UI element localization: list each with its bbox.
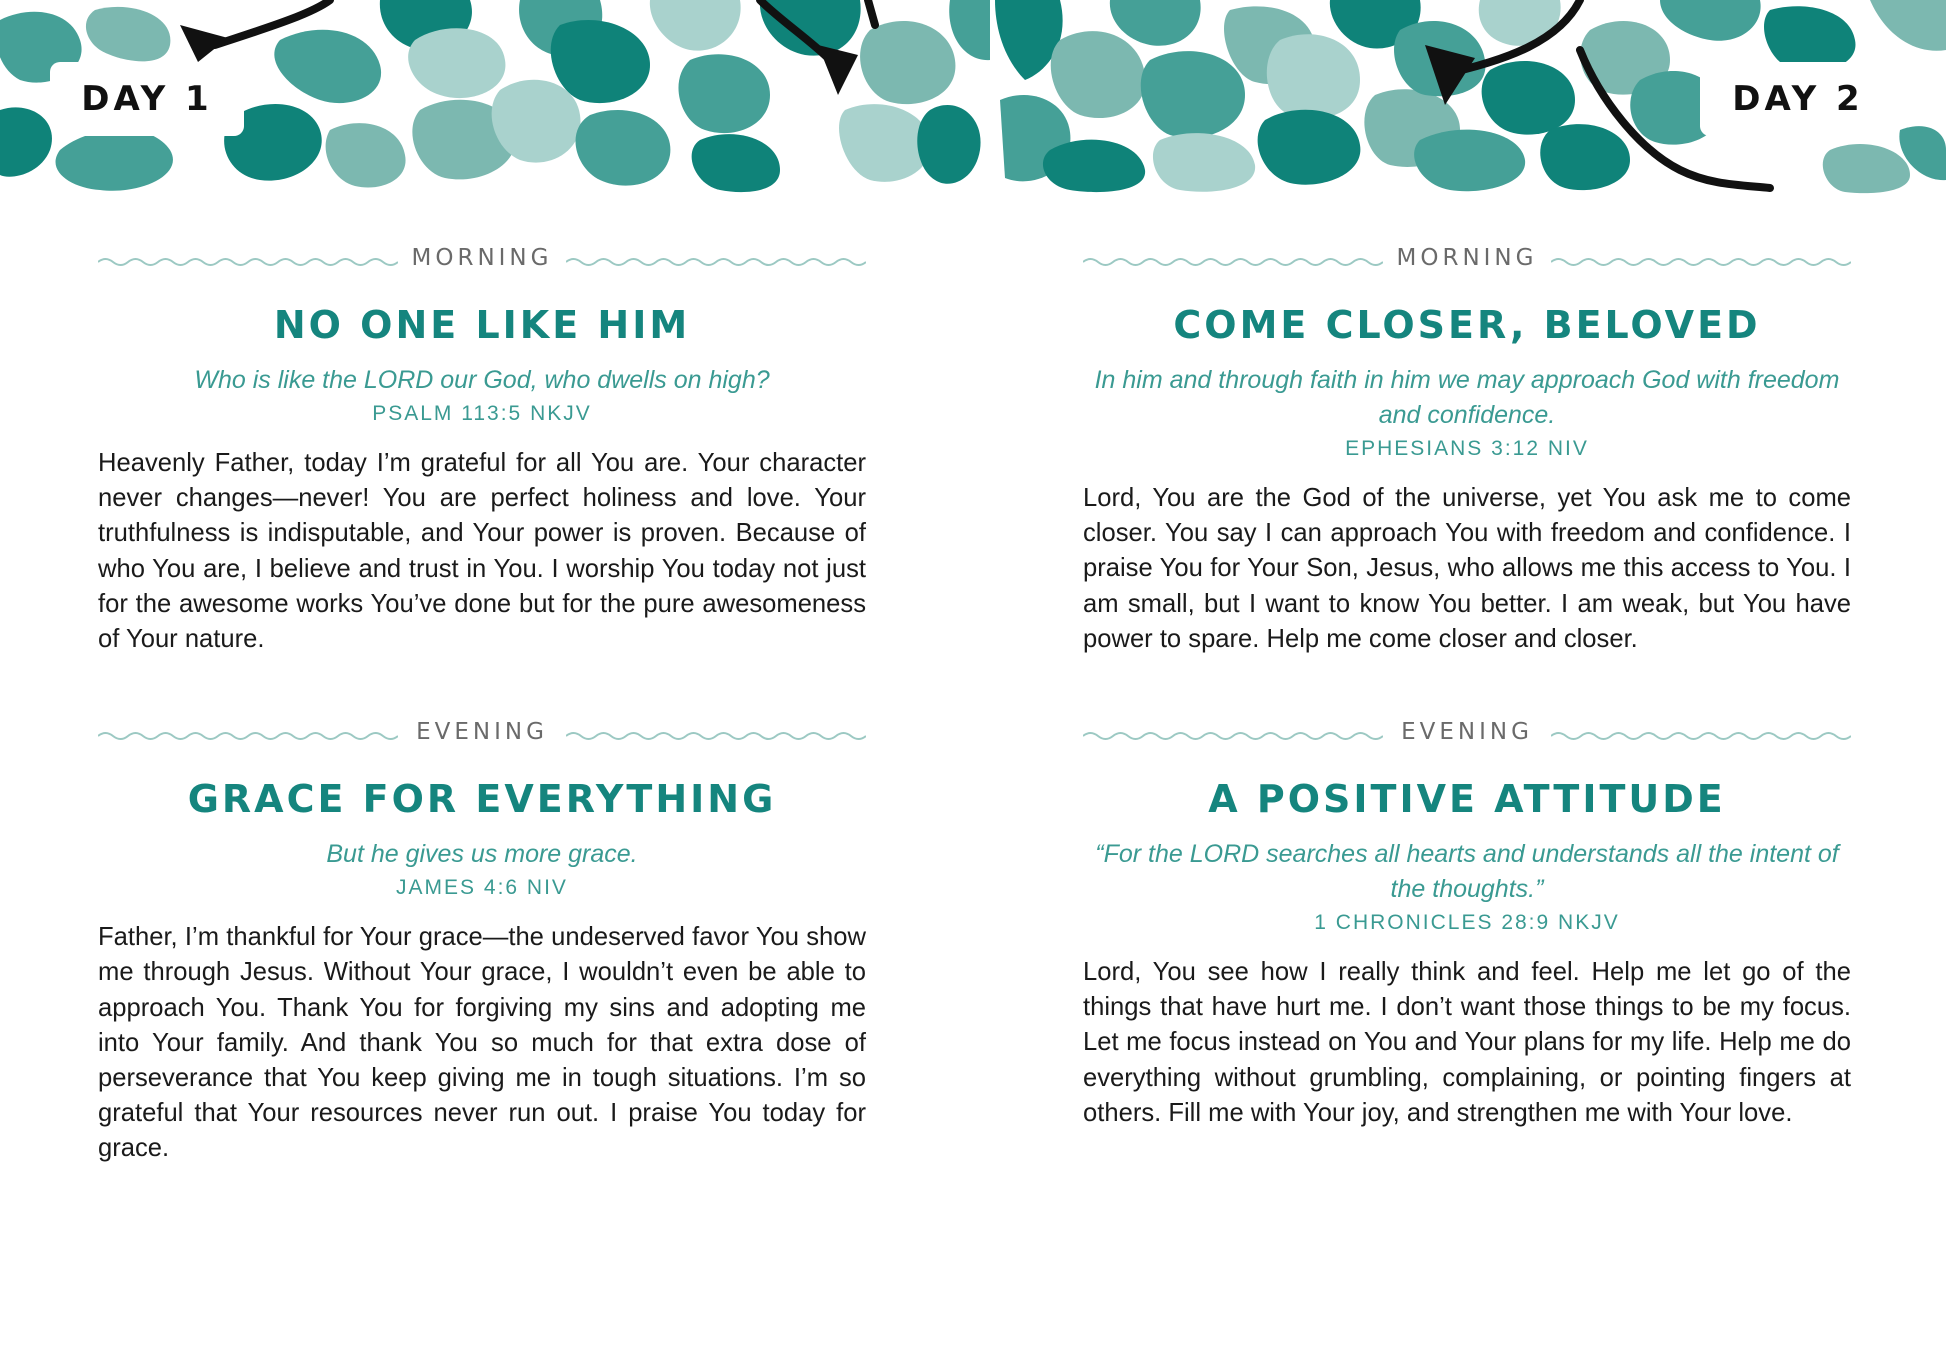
devotion-title: A POSITIVE ATTITUDE bbox=[1208, 777, 1726, 822]
day-1-tab: DAY 1 bbox=[50, 62, 244, 136]
day-2-tab: DAY 2 bbox=[1700, 62, 1896, 136]
section-label: EVENING bbox=[402, 719, 562, 745]
section-label: EVENING bbox=[1387, 719, 1547, 745]
day-1-morning-section bbox=[98, 245, 866, 657]
prayer-text: Father, I’m thankful for Your grace—the undeserved favor You show me through Jesus. Without Your grace, I wouldn’t even be able to approach You. Thank You for forgiving my sins and adopting me into Your family. And thank You so much for that extra dose of perseverance that You keep giving me in tough situations. I’m so grateful that Your resources never run out. I praise You today for grace. bbox=[98, 923, 866, 1163]
right-page bbox=[1083, 245, 1851, 1131]
section-label: MORNING bbox=[398, 245, 567, 271]
scripture-verse: Who is like the LORD our God, who dwells on high? bbox=[194, 366, 770, 394]
devotion-title: GRACE FOR EVERYTHING bbox=[187, 777, 777, 822]
scripture-reference: PSALM 113:5 NKJV bbox=[372, 402, 592, 425]
scripture-verse: “For the LORD searches all hearts and understands all the intent of the thoughts.” bbox=[1095, 840, 1839, 904]
prayer-text: Lord, You see how I really think and feel. Help me let go of the things that have hurt me. I don’t want those things to be my focus. Let me focus instead on You and Your plans for my life. Help me do everything without grumbling, complaining, or pointing fingers at others. Fill me with Your joy, and strengthen me with Your love. bbox=[1083, 958, 1851, 1127]
section-label: MORNING bbox=[1383, 245, 1552, 271]
evening-divider bbox=[1083, 719, 1851, 755]
prayer-text: Heavenly Father, today I’m grateful for all You are. Your character never changes—never! You are perfect holiness and love. Your truthfulness is indisputable, and Your power is proven. Because of who You are, I believe and trust in You. I worship You today not just for the awesome works You’ve done but for the pure awesomeness of Your nature. bbox=[98, 449, 866, 654]
leaf-pattern-banner bbox=[0, 0, 1946, 195]
day-1-evening-section bbox=[98, 719, 866, 1166]
left-page bbox=[98, 245, 866, 1167]
morning-divider bbox=[1083, 245, 1851, 281]
scripture-verse: In him and through faith in him we may approach God with freedom and confidence. bbox=[1094, 366, 1840, 429]
scripture-reference: JAMES 4:6 NIV bbox=[396, 876, 568, 900]
day-2-evening-section bbox=[1083, 719, 1851, 1131]
devotion-title: NO ONE LIKE HIM bbox=[273, 303, 691, 347]
day-2-morning-section bbox=[1083, 245, 1851, 657]
scripture-reference: EPHESIANS 3:12 NIV bbox=[1345, 437, 1589, 460]
scripture-verse: But he gives us more grace. bbox=[326, 840, 638, 869]
evening-divider bbox=[98, 719, 866, 755]
scripture-reference: 1 CHRONICLES 28:9 NKJV bbox=[1314, 911, 1620, 935]
morning-divider bbox=[98, 245, 866, 281]
devotion-title: COME CLOSER, BELOVED bbox=[1173, 303, 1761, 347]
prayer-text: Lord, You are the God of the universe, yet You ask me to come closer. You say I can approach You with freedom and confidence. I praise You for Your Son, Jesus, who allows me this access to You. I am small, but I want to know You better. I am weak, but You have power to spare. Help me come closer and closer. bbox=[1083, 484, 1851, 653]
